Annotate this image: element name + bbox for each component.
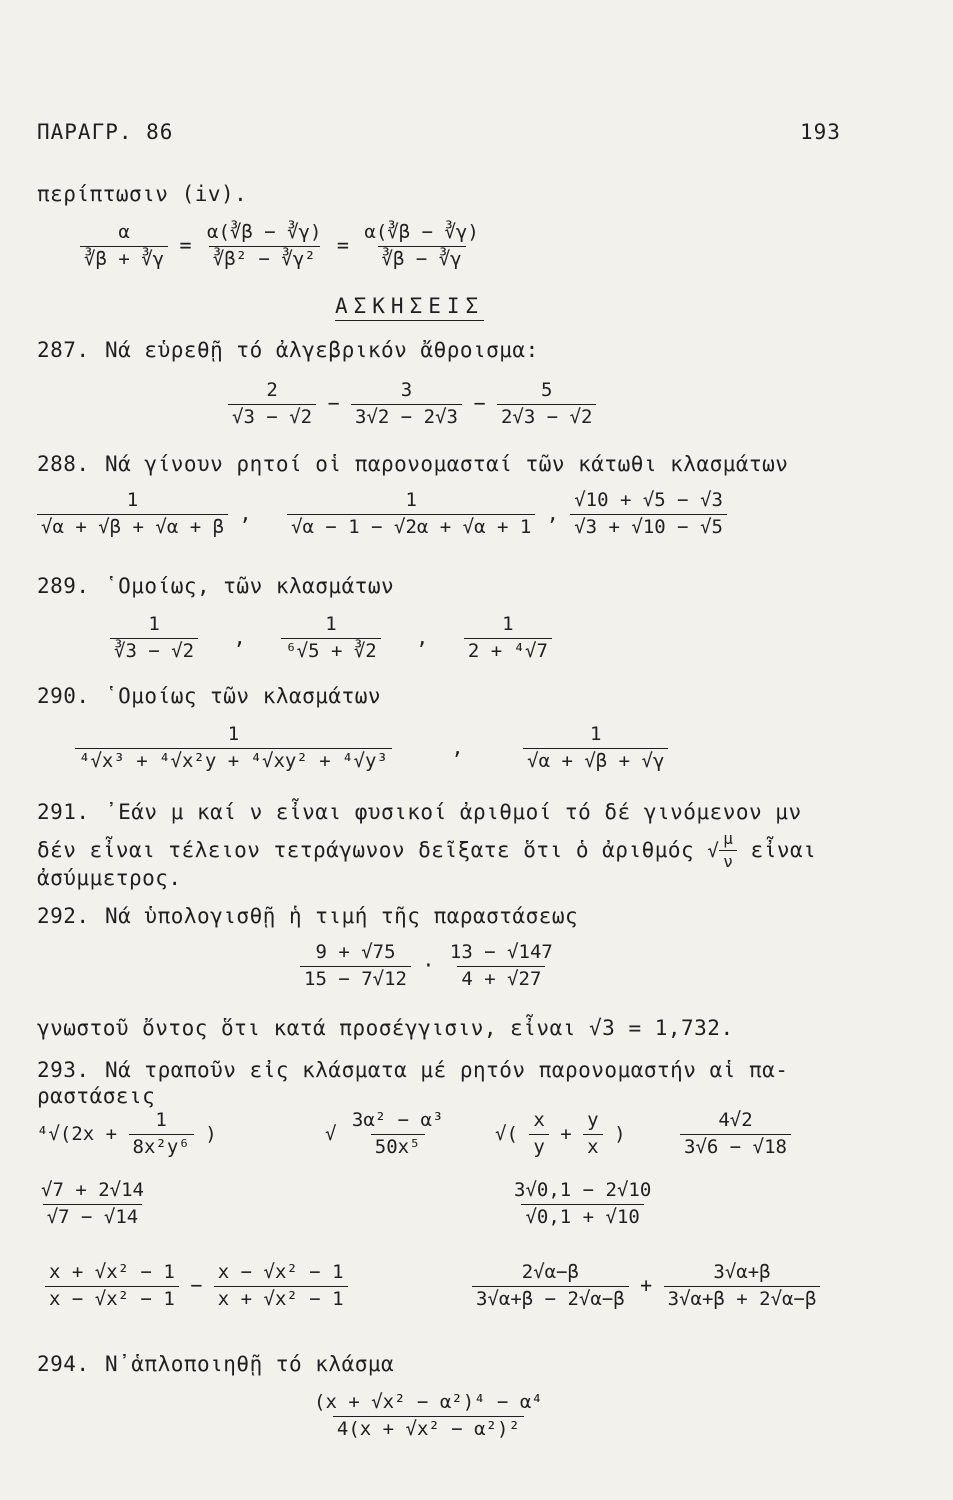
fraction: $\frac{\alpha}{∛\beta + ∛\gamma}$ <box>80 222 168 271</box>
expression <box>510 1180 655 1229</box>
fraction: $\frac{\text{(x + √x² − α²)⁴ − α⁴}}{\text{4(x + √x² − α²)²}}$ <box>314 1391 543 1440</box>
section-title: ΑΣΚΗΣΕΙΣ <box>335 294 484 321</box>
fraction: $\frac{\text{x + √x² − 1}}{\text{x − √x² − 1}}$ <box>45 1262 179 1311</box>
fraction: $\frac{1}{\text{⁴√x³ + ⁴√x²y + ⁴√xy² + ⁴√y³}}$ <box>75 724 392 773</box>
fraction: $\frac{3√0,1 - 2√10}{√0,1 + √10}$ <box>514 1179 652 1228</box>
expression: √ $\frac{\text{3α² − α³}}{\text{50x⁵}}$ <box>325 1110 447 1159</box>
fraction: $\frac{2}{√3 - √2}$ <box>228 380 316 429</box>
exercise-289-formula: $\frac{1}{∛3 - √2}$ , $\frac{1}{\text{⁶√5 + ∛2}}$ , $\frac{1}{\text{2 + ⁴√7}}$ <box>110 614 552 663</box>
exercise-number: 294. <box>37 1352 90 1376</box>
exercise-text: Νά εὑρεθῇ τό ἀλγεβρικόν ἄθροισμα: <box>105 338 539 362</box>
fraction: $\frac{√7 + 2√14}{√7 - √14}$ <box>41 1179 144 1228</box>
expression <box>37 1180 148 1229</box>
fraction: $\frac{1}{\text{2 + ⁴√7}}$ <box>464 614 552 663</box>
exercise-290-formula: $\frac{1}{\text{⁴√x³ + ⁴√x²y + ⁴√xy² + ⁴√y³}}$ , $\frac{1}{√\alpha + √\beta + √\gamma}$ <box>75 724 668 773</box>
expression: ⁴√(2x + $\frac{1}{\text{8x²y⁶}}$ ) <box>37 1109 217 1158</box>
exercise-text: γνωστοῦ ὄντος ὅτι κατά προσέγγισιν, εἶναι √3 = 1,732. <box>37 1016 734 1040</box>
fraction: $\frac{1}{√\alpha - 1 - √2\alpha + √\alpha + 1}$ <box>287 490 535 539</box>
exercise-number: 288. <box>37 452 90 476</box>
exercise-number: 287. <box>37 338 90 362</box>
fraction: $\frac{4√2}{3√6 - √18}$ <box>680 1110 791 1159</box>
fraction: $\frac{1}{∛3 - √2}$ <box>110 614 198 663</box>
fraction: $\frac{3}{3√2 - 2√3}$ <box>351 380 462 429</box>
exercise-text: Ν᾿ἁπλοποιηθῇ τό κλάσμα <box>105 1352 395 1376</box>
fraction: $\frac{\mu}{\nu}$ <box>719 830 737 872</box>
exercise-number: 293. <box>37 1058 90 1082</box>
exercise-number: 292. <box>37 904 90 928</box>
exercise-number: 291. <box>37 800 90 824</box>
fraction: $\frac{1}{\text{⁶√5 + ∛2}}$ <box>281 614 381 663</box>
expression: √( $\frac{x}{y}$ + $\frac{y}{x}$ ) <box>495 1109 626 1158</box>
exercise-text: δέν εἶναι τέλειον τετράγωνον δεῖξατε ὅτι ὁ ἀριθμός √ $\frac{\mu}{\nu}$ εἶναι <box>37 829 817 872</box>
fraction: $\frac{√10 + √5 - √3}{√3 + √10 - √5}$ <box>570 490 727 539</box>
fraction: $\frac{13 - √147}{4 + √27}$ <box>449 941 553 990</box>
expression <box>680 1110 791 1159</box>
fraction: $\frac{2√\alpha-\beta}{3√\alpha+\beta - 2√\alpha-\beta}$ <box>472 1262 629 1311</box>
fraction: $\frac{\text{3α² − α³}}{\text{50x⁵}}$ <box>351 1109 444 1158</box>
fraction: $\frac{9 + √75}{15 - 7√12}$ <box>300 942 411 991</box>
fraction: $\frac{y}{x}$ <box>583 1110 602 1159</box>
fraction: $\frac{x}{y}$ <box>529 1110 548 1159</box>
exercise-number: 289. <box>37 574 90 598</box>
expression: $\frac{\text{x + √x² − 1}}{\text{x − √x² − 1}}$ − $\frac{\text{x − √x² − 1}}{\text{x + √x² − 1}}$ <box>45 1262 348 1311</box>
exercise-text: Νά γίνουν ρητοί οἱ παρονομασταί τῶν κάτωθι κλασμάτων <box>105 452 789 476</box>
exercise-288-formula: $\frac{1}{√\alpha + √\beta + √\alpha + \beta}$ , $\frac{1}{√\alpha - 1 - √2\alpha + √\alpha + 1}$ , $\frac{√10 + √5 - √3}{√3 + √10 - √5}$ <box>37 490 727 539</box>
exercise-text: ἀσύμμετρος. <box>37 866 182 890</box>
fraction: $\frac{\alpha(∛\beta - ∛\gamma)}{\text{∛β² − ∛γ²}}$ <box>207 221 322 270</box>
fraction: $\frac{\text{x − √x² − 1}}{\text{x + √x² − 1}}$ <box>214 1262 348 1311</box>
fraction: $\frac{1}{√\alpha + √\beta + √\alpha + \beta}$ <box>37 490 228 539</box>
fraction: $\frac{1}{√\alpha + √\beta + √\gamma}$ <box>523 724 668 773</box>
exercise-text: ᾿Εάν μ καί ν εἶναι φυσικοί ἀριθμοί τό δέ γινόμενον μν <box>105 800 802 824</box>
exercise-294-formula <box>310 1392 547 1441</box>
fraction: $\frac{\alpha(∛\beta - ∛\gamma)}{∛\beta - ∛\gamma}$ <box>364 221 479 270</box>
exercise-number: 290. <box>37 684 90 708</box>
intro-text: περίπτωσιν (iv). <box>37 182 248 206</box>
fraction: $\frac{3√\alpha+\beta}{3√\alpha+\beta + 2√\alpha-\beta}$ <box>664 1262 821 1311</box>
chapter-header: ΠΑΡΑΓΡ. 86 <box>37 120 174 144</box>
exercise-text: ραστάσεις <box>37 1084 156 1108</box>
exercise-text: ῾Ομοίως, τῶν κλασμάτων <box>105 574 395 598</box>
page-number: 193 <box>800 120 841 144</box>
exercise-text: Νά τραποῦν εἰς κλάσματα μέ ρητόν παρονομαστήν αἱ πα- <box>105 1058 789 1082</box>
exercise-text: Νά ὑπολογισθῇ ἡ τιμή τῆς παραστάσεως <box>105 904 579 928</box>
fraction: $\frac{1}{\text{8x²y⁶}}$ <box>129 1110 194 1159</box>
exercise-292-formula: $\frac{9 + √75}{15 - 7√12}$ · $\frac{13 - √147}{4 + √27}$ <box>300 942 557 991</box>
fraction: $\frac{5}{2√3 - √2}$ <box>497 380 597 429</box>
expression: $\frac{2√\alpha-\beta}{3√\alpha+\beta - 2√\alpha-\beta}$ + $\frac{3√\alpha+\beta}{3√\alpha+\beta + 2√\alpha-\beta}$ <box>472 1262 820 1311</box>
exercise-text: ῾Ομοίως τῶν κλασμάτων <box>105 684 382 708</box>
exercise-287-formula: $\frac{2}{√3 - √2}$ − $\frac{3}{3√2 - 2√3}$ − $\frac{5}{2√3 - √2}$ <box>228 380 596 429</box>
intro-formula: $\frac{\alpha}{∛\beta + ∛\gamma}$ = $\frac{\alpha(∛\beta - ∛\gamma)}{\text{∛β² − ∛γ²}}$ = $\frac{\alpha(∛\beta - ∛\gamma)}{∛\beta - ∛\gamma}$ <box>80 222 483 271</box>
